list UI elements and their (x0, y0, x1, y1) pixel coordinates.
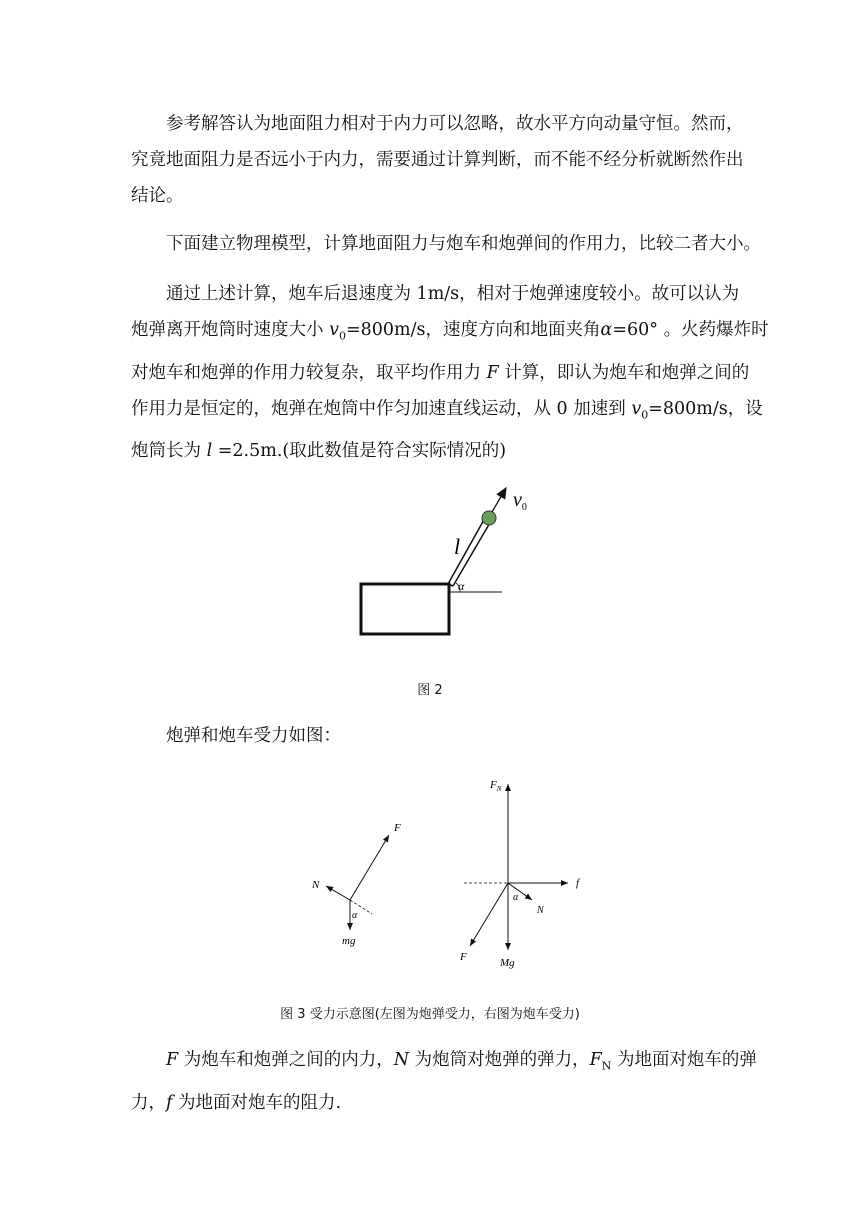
figure-2-caption: 图 2 (417, 683, 443, 698)
paragraph-2 (131, 226, 761, 262)
paragraph-1-line-3: 结论。 (131, 186, 184, 206)
paragraph-3 (131, 276, 769, 469)
label-f: f (576, 877, 580, 889)
paragraph-5 (131, 1042, 757, 1121)
projectile-ball (482, 511, 496, 525)
label-F-right: F (460, 951, 467, 963)
force-F-right-arrow (470, 883, 508, 946)
paragraph-2-text: 下面建立物理模型，计算地面阻力与炮车和炮弹间的作用力，比较二者大小。 (166, 234, 761, 254)
force-F-arrow (350, 835, 389, 900)
text-run: 计算，即认为炮车和炮弹之间的 (498, 362, 750, 383)
paragraph-4 (131, 718, 741, 754)
label-Mg: Mg (500, 957, 515, 969)
paragraph-3-line-3 (131, 355, 750, 391)
text-run: =60° 。火药爆炸时 (612, 320, 769, 340)
force-N-arrow (326, 886, 350, 900)
text-run: 炮筒长为 (131, 441, 207, 461)
label-l: l (454, 534, 461, 559)
text-run: 对炮车和炮弹的作用力较复杂，取平均作用力 (131, 362, 487, 383)
label-F-left: F (394, 822, 401, 834)
label-N-left: N (312, 879, 320, 891)
paragraph-4-text: 炮弹和炮车受力如图： (166, 726, 341, 746)
force-N-right-arrow (508, 883, 532, 900)
figure-3-caption: 图 3 受力示意图(左图为炮弹受力，右图为炮车受力) (280, 1007, 580, 1022)
symbol-alpha: α (600, 320, 613, 340)
paragraph-3-line-4 (131, 391, 763, 434)
symbol-F: F (166, 1050, 179, 1070)
label-mg: mg (342, 935, 356, 947)
paragraph-3-line-2 (131, 312, 769, 355)
text-run: =2.5m.(取此数值是符合实际情况的) (212, 441, 507, 461)
label-alpha-left: α (352, 910, 358, 921)
text-run: 为地面对炮车的弹 (611, 1050, 757, 1070)
text-run: 为地面对炮车的阻力. (172, 1092, 342, 1113)
text-run: =800m/s，速度方向和地面夹角 (345, 320, 601, 340)
projectile-forces (311, 822, 401, 947)
text-run: 力， (131, 1092, 166, 1113)
text-run: 炮弹离开炮筒时速度大小 (131, 320, 330, 340)
text-run: 作用力是恒定的，炮弹在炮筒中作匀加速直线运动，从 0 加速到 (131, 398, 632, 419)
symbol-f: f (166, 1092, 173, 1113)
symbol-N: N (393, 1050, 410, 1070)
label-FN: $F_N$ (490, 779, 502, 793)
text-run: =800m/s，设 (648, 398, 763, 419)
symbol-v: v (329, 320, 339, 340)
paragraph-5-line-2 (131, 1085, 741, 1121)
paragraph-1-line-2: 究竟地面阻力是否远小于内力，需要通过计算判断，而不能不经分析就断然作出 (131, 150, 744, 170)
label-alpha-right: α (513, 892, 519, 903)
label-N-right: N (537, 905, 544, 916)
symbol-F: F (486, 362, 499, 383)
text-run: 为炮车和炮弹之间的内力， (178, 1050, 394, 1070)
symbol-FN: F (589, 1050, 602, 1070)
paragraph-3-line-5 (131, 433, 741, 469)
subscript-0: 0 (641, 408, 649, 421)
paragraph-5-line-1 (131, 1042, 757, 1085)
text-run: 为炮筒对炮弹的弹力， (409, 1050, 590, 1070)
figure-2-cannon-diagram (340, 480, 550, 650)
figure-3-force-diagram (300, 770, 600, 980)
subscript-N: N (601, 1059, 612, 1073)
subscript-0: 0 (338, 329, 346, 343)
velocity-arrow (492, 488, 506, 512)
symbol-v: v (631, 398, 642, 419)
label-alpha: α (458, 579, 465, 593)
label-v0: $v_0$ (513, 489, 527, 513)
paragraph-3-line-1: 通过上述计算，炮车后退速度为 1m/s，相对于炮弹速度较小。故可以认为 (166, 284, 740, 304)
paragraph-1-line-1: 参考解答认为地面阻力相对于内力可以忽略，故水平方向动量守恒。然而， (166, 114, 744, 134)
paragraph-1 (131, 106, 744, 214)
cannon-forces (459, 779, 581, 969)
symbol-l: l (206, 441, 213, 461)
cannon-body (361, 584, 449, 634)
